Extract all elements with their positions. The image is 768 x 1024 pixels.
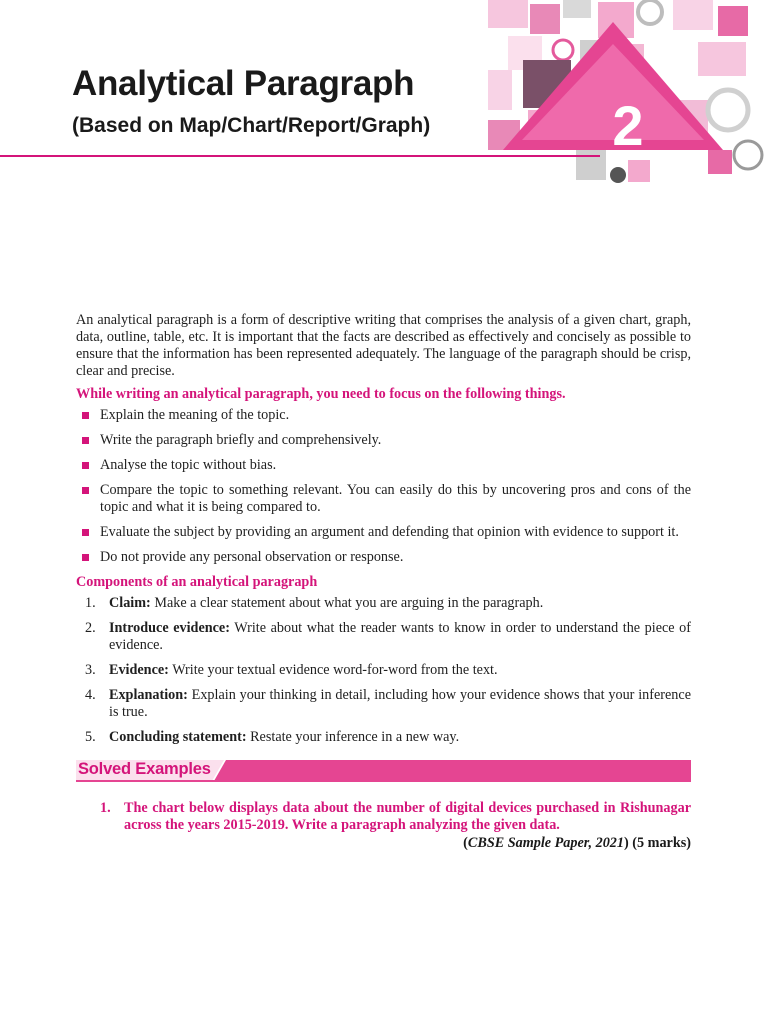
component-item: 4. Explanation: Explain your thinking in detail, including how your evidence shows that your inference is true. — [85, 687, 691, 720]
focus-heading: While writing an analytical paragraph, you need to focus on the following things. — [76, 386, 566, 402]
title-divider — [0, 155, 600, 157]
component-item: 5. Concluding statement: Restate your inference in a new way. — [85, 729, 460, 745]
intro-paragraph: An analytical paragraph is a form of descriptive writing that comprises the analysis of a given chart, graph, data, outline, table, etc. It is important that the facts are described as effectively and concisely as possible to ensure that the information has been represented adequately. The language of the paragraph should be crisp, clear and precise. — [76, 312, 691, 379]
focus-item: Do not provide any personal observation or response. — [76, 549, 691, 566]
page-title: Analytical Paragraph — [72, 64, 415, 103]
focus-item: Analyse the topic without bias. — [76, 457, 691, 474]
question-1: 1. The chart below displays data about the number of digital devices purchased in Rishunagar across the years 2015-2019. Write a paragraph analyzing the given data. (CBSE Sample Paper, 2021) (5 marks) — [100, 800, 691, 851]
solved-examples-banner — [76, 760, 691, 782]
main-content — [76, 312, 691, 852]
bullet-square-icon — [82, 462, 89, 469]
solved-examples-label: Solved Examples — [78, 760, 211, 778]
component-item: 1. Claim: Make a clear statement about what you are arguing in the paragraph. — [85, 595, 544, 611]
component-item: 2. Introduce evidence: Write about what the reader wants to know in order to understand the piece of evidence. — [85, 620, 692, 653]
focus-item: Compare the topic to something relevant. You can easily do this by uncovering pros and cons of the topic and what it is being compared to. — [76, 482, 691, 516]
focus-item: Write the paragraph briefly and comprehensively. — [76, 432, 691, 449]
bullet-square-icon — [82, 487, 89, 494]
bullet-square-icon — [82, 437, 89, 444]
bullet-square-icon — [82, 529, 89, 536]
question-source: (CBSE Sample Paper, 2021) (5 marks) — [463, 835, 691, 851]
chapter-number: 2 — [612, 94, 644, 157]
page-subtitle: (Based on Map/Chart/Report/Graph) — [72, 114, 431, 137]
component-item: 3. Evidence: Write your textual evidence word-for-word from the text. — [85, 662, 498, 678]
focus-item: Explain the meaning of the topic. — [76, 407, 691, 424]
bullet-square-icon — [82, 554, 89, 561]
components-heading: Components of an analytical paragraph — [76, 574, 318, 590]
focus-item: Evaluate the subject by providing an argument and defending that opinion with evidence to support it. — [76, 524, 691, 541]
question-text: The chart below displays data about the number of digital devices purchased in Rishunagar across the years 2015-2019. Write a paragraph analyzing the given data. — [124, 800, 691, 833]
header-decoration — [468, 0, 768, 190]
bullet-square-icon — [82, 412, 89, 419]
components-list — [76, 595, 691, 746]
focus-list — [76, 407, 691, 566]
